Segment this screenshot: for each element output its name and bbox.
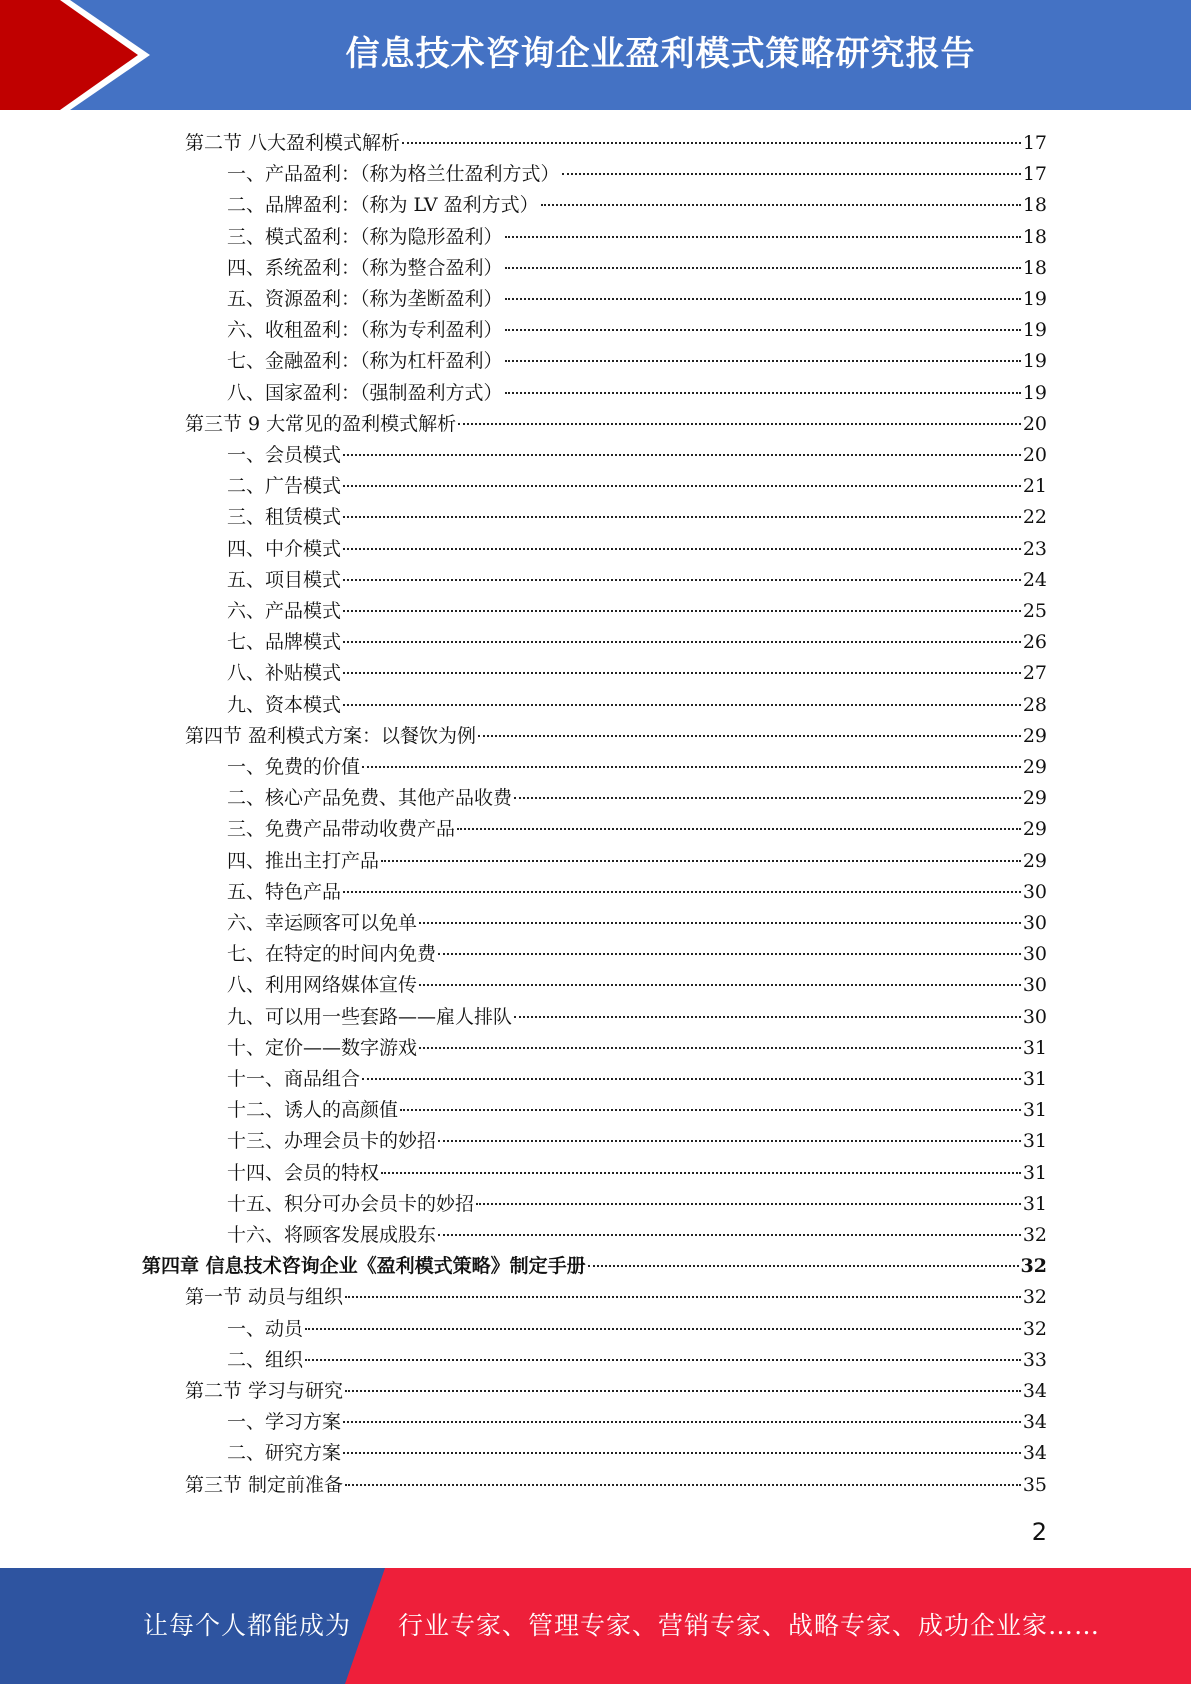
toc-dot-leader — [438, 1139, 1021, 1142]
toc-entry-page: 34 — [1022, 1442, 1047, 1465]
toc-entry-page: 24 — [1022, 568, 1047, 591]
toc-dot-leader — [343, 578, 1021, 581]
toc-entry[interactable] — [227, 939, 1047, 970]
toc-entry[interactable] — [227, 222, 1047, 253]
toc-entry-page: 35 — [1022, 1473, 1047, 1496]
toc-entry[interactable] — [227, 1064, 1047, 1095]
toc-dot-leader — [343, 484, 1021, 487]
toc-dot-leader — [438, 952, 1021, 955]
toc-dot-leader — [400, 1108, 1021, 1111]
toc-entry-label: 六、幸运顾客可以免单 — [227, 912, 418, 934]
toc-entry[interactable] — [227, 315, 1047, 346]
toc-entry-label: 十、定价——数字游戏 — [227, 1036, 418, 1059]
toc-entry-page: 30 — [1022, 912, 1047, 934]
toc-dot-leader — [514, 1015, 1021, 1018]
toc-entry[interactable] — [227, 1438, 1047, 1469]
toc-entry[interactable] — [227, 1095, 1047, 1126]
toc-entry-page: 34 — [1022, 1380, 1047, 1402]
toc-entry-label: 一、产品盈利：（称为格兰仕盈利方式） — [227, 163, 560, 186]
toc-entry-label: 十三、办理会员卡的妙招 — [227, 1130, 437, 1153]
toc-entry[interactable] — [227, 690, 1047, 721]
toc-entry[interactable] — [227, 1314, 1047, 1345]
toc-dot-leader — [514, 796, 1021, 799]
toc-entry-label: 二、组织 — [227, 1348, 304, 1371]
toc-dot-leader — [476, 1202, 1021, 1205]
toc-entry-label: 十四、会员的特权 — [227, 1161, 380, 1184]
toc-entry-label: 三、租赁模式 — [227, 506, 342, 529]
toc-entry-label: 九、资本模式 — [227, 693, 342, 716]
toc-dot-leader — [343, 1420, 1021, 1423]
toc-dot-leader — [505, 391, 1021, 394]
toc-entry-label: 十一、商品组合 — [227, 1068, 361, 1090]
toc-entry-label: 八、利用网络媒体宣传 — [227, 974, 418, 997]
toc-entry[interactable] — [227, 440, 1047, 471]
toc-entry-page: 29 — [1022, 756, 1047, 778]
toc-entry-page: 20 — [1022, 444, 1047, 466]
toc-entry-label: 二、研究方案 — [227, 1442, 342, 1465]
toc-entry-page: 20 — [1022, 412, 1047, 435]
toc-entry-page: 29 — [1022, 849, 1047, 872]
toc-entry[interactable] — [185, 1470, 1047, 1501]
toc-dot-leader — [458, 422, 1021, 425]
toc-dot-leader — [419, 921, 1021, 924]
toc-dot-leader — [505, 266, 1021, 269]
toc-entry-page: 21 — [1022, 475, 1047, 498]
toc-entry-label: 三、模式盈利：（称为隐形盈利） — [227, 225, 503, 248]
toc-entry[interactable] — [185, 128, 1047, 159]
toc-dot-leader — [305, 1358, 1021, 1361]
toc-entry[interactable] — [227, 1002, 1047, 1033]
toc-entry-label: 七、品牌模式 — [227, 631, 342, 654]
toc-entry[interactable] — [227, 502, 1047, 533]
toc-dot-leader — [343, 640, 1021, 643]
toc-entry-page: 29 — [1022, 818, 1047, 841]
toc-entry-label: 五、项目模式 — [227, 568, 342, 591]
toc-entry-page: 19 — [1022, 350, 1047, 373]
toc-entry[interactable] — [227, 159, 1047, 190]
toc-entry-page: 22 — [1022, 506, 1047, 529]
page-number: 2 — [1031, 1518, 1047, 1546]
toc-entry[interactable] — [185, 1282, 1047, 1313]
toc-entry-label: 第四节 盈利模式方案：以餐饮为例 — [185, 724, 477, 747]
toc-entry[interactable] — [227, 877, 1047, 908]
toc-entry[interactable] — [227, 908, 1047, 939]
toc-entry[interactable] — [142, 1251, 1047, 1282]
toc-entry[interactable] — [227, 752, 1047, 783]
toc-dot-leader — [541, 203, 1021, 206]
toc-entry-page: 32 — [1022, 1286, 1047, 1309]
toc-entry[interactable] — [185, 409, 1047, 440]
toc-entry-label: 第二节 八大盈利模式解析 — [185, 132, 401, 154]
toc-entry-label: 四、中介模式 — [227, 537, 342, 560]
toc-entry-label: 一、免费的价值 — [227, 756, 361, 778]
toc-dot-leader — [478, 734, 1021, 737]
toc-dot-leader — [381, 859, 1021, 862]
footer-slogan-right: 行业专家、管理专家、营销专家、战略专家、成功企业家…… — [398, 1611, 1101, 1640]
toc-dot-leader — [343, 515, 1021, 518]
toc-entry-page: 28 — [1022, 693, 1047, 716]
toc-entry-page: 18 — [1022, 194, 1047, 217]
toc-entry-page: 30 — [1022, 880, 1047, 903]
toc-entry-label: 七、金融盈利：（称为杠杆盈利） — [227, 350, 503, 373]
toc-entry[interactable] — [227, 1345, 1047, 1376]
toc-entry-page: 30 — [1022, 974, 1047, 997]
toc-entry[interactable] — [227, 346, 1047, 377]
toc-entry-page: 33 — [1022, 1348, 1047, 1371]
toc-entry-page: 32 — [1020, 1255, 1047, 1278]
toc-entry-label: 六、收租盈利：（称为专利盈利） — [227, 319, 503, 342]
toc-entry[interactable] — [227, 1158, 1047, 1189]
toc-entry-page: 18 — [1022, 256, 1047, 279]
toc-entry-label: 二、品牌盈利：（称为 LV 盈利方式） — [227, 194, 539, 217]
toc-entry-page: 26 — [1022, 631, 1047, 654]
toc-entry[interactable] — [227, 534, 1047, 565]
toc-entry-label: 一、动员 — [227, 1317, 304, 1340]
toc-entry-label: 五、特色产品 — [227, 880, 342, 903]
toc-entry[interactable] — [227, 627, 1047, 658]
toc-entry-page: 31 — [1022, 1036, 1047, 1059]
toc-entry-page: 27 — [1022, 662, 1047, 685]
toc-dot-leader — [562, 172, 1021, 175]
toc-entry-label: 十二、诱人的高颜值 — [227, 1099, 399, 1122]
toc-dot-leader — [345, 1295, 1021, 1298]
toc-dot-leader — [419, 1046, 1021, 1049]
toc-entry-label: 四、系统盈利：（称为整合盈利） — [227, 256, 503, 279]
toc-dot-leader — [343, 1451, 1021, 1454]
toc-entry[interactable] — [227, 190, 1047, 221]
toc-dot-leader — [438, 1233, 1021, 1236]
toc-entry-page: 31 — [1022, 1192, 1047, 1215]
toc-dot-leader — [343, 547, 1021, 550]
toc-dot-leader — [362, 1077, 1021, 1080]
toc-entry[interactable] — [227, 1407, 1047, 1438]
toc-entry-label: 五、资源盈利：（称为垄断盈利） — [227, 288, 503, 310]
toc-entry-label: 二、核心产品免费、其他产品收费 — [227, 787, 513, 810]
toc-entry-label: 十五、积分可办会员卡的妙招 — [227, 1192, 475, 1215]
toc-dot-leader — [305, 1327, 1021, 1330]
toc-entry-page: 30 — [1022, 1005, 1047, 1028]
toc-entry-label: 八、补贴模式 — [227, 662, 342, 685]
toc-entry-label: 三、免费产品带动收费产品 — [227, 818, 456, 841]
toc-dot-leader — [343, 703, 1021, 706]
toc-entry[interactable] — [227, 1189, 1047, 1220]
toc-entry-label: 一、学习方案 — [227, 1411, 342, 1434]
toc-dot-leader — [402, 141, 1021, 144]
toc-entry-label: 九、可以用一些套路——雇人排队 — [227, 1005, 513, 1028]
toc-entry-label: 第三节 制定前准备 — [185, 1473, 344, 1496]
toc-dot-leader — [345, 1389, 1021, 1392]
toc-entry-page: 31 — [1022, 1130, 1047, 1153]
toc-entry-label: 十六、将顾客发展成股东 — [227, 1224, 437, 1246]
toc-entry-page: 32 — [1022, 1224, 1047, 1246]
toc-dot-leader — [505, 328, 1021, 331]
toc-entry[interactable] — [227, 471, 1047, 502]
toc-entry-label: 第一节 动员与组织 — [185, 1286, 344, 1309]
toc-entry-label: 四、推出主打产品 — [227, 849, 380, 872]
toc-entry-label: 第四章 信息技术咨询企业《盈利模式策略》制定手册 — [142, 1255, 586, 1278]
toc-dot-leader — [457, 827, 1021, 830]
toc-entry-page: 31 — [1022, 1161, 1047, 1184]
document-title: 信息技术咨询企业盈利模式策略研究报告 — [345, 34, 976, 74]
toc-entry-label: 七、在特定的时间内免费 — [227, 943, 437, 966]
toc-entry-label: 二、广告模式 — [227, 475, 342, 498]
toc-dot-leader — [362, 765, 1021, 768]
toc-entry[interactable] — [185, 1376, 1047, 1407]
toc-dot-leader — [343, 453, 1021, 456]
toc-entry[interactable] — [227, 658, 1047, 689]
toc-dot-leader — [419, 983, 1021, 986]
toc-entry[interactable] — [227, 846, 1047, 877]
toc-dot-leader — [343, 671, 1021, 674]
toc-entry[interactable] — [185, 721, 1047, 752]
toc-entry-page: 32 — [1022, 1317, 1047, 1340]
page-header — [0, 0, 1191, 110]
toc-entry[interactable] — [227, 970, 1047, 1001]
toc-dot-leader — [343, 890, 1021, 893]
toc-dot-leader — [343, 609, 1021, 612]
toc-entry[interactable] — [227, 1220, 1047, 1251]
toc-entry-page: 17 — [1022, 163, 1047, 186]
toc-entry-label: 一、会员模式 — [227, 444, 342, 466]
toc-dot-leader — [588, 1264, 1019, 1267]
toc-entry-label: 第二节 学习与研究 — [185, 1380, 344, 1402]
toc-entry-label: 八、国家盈利：（强制盈利方式） — [227, 381, 503, 404]
toc-entry-label: 第三节 9 大常见的盈利模式解析 — [185, 412, 457, 435]
toc-entry-page: 23 — [1022, 537, 1047, 560]
page-footer — [0, 1568, 1191, 1684]
toc-entry[interactable] — [227, 565, 1047, 596]
toc-entry-page: 34 — [1022, 1411, 1047, 1434]
toc-entry-page: 31 — [1022, 1099, 1047, 1122]
toc-dot-leader — [381, 1171, 1021, 1174]
toc-entry-page: 25 — [1022, 600, 1047, 622]
header-chevron-graphic — [0, 0, 150, 110]
toc-entry-page: 31 — [1022, 1068, 1047, 1090]
toc-entry[interactable] — [227, 814, 1047, 845]
toc-entry-label: 六、产品模式 — [227, 600, 342, 622]
toc-entry-page: 19 — [1022, 319, 1047, 342]
toc-entry-page: 19 — [1022, 381, 1047, 404]
toc-entry-page: 19 — [1022, 288, 1047, 310]
toc-entry-page: 29 — [1022, 787, 1047, 810]
toc-entry-page: 18 — [1022, 225, 1047, 248]
toc-dot-leader — [505, 297, 1021, 300]
toc-entry[interactable] — [227, 284, 1047, 315]
toc-dot-leader — [505, 359, 1021, 362]
toc-dot-leader — [345, 1483, 1021, 1486]
toc-entry[interactable] — [227, 783, 1047, 814]
toc-dot-leader — [505, 235, 1021, 238]
toc-entry[interactable] — [227, 1033, 1047, 1064]
toc-entry[interactable] — [227, 596, 1047, 627]
toc-entry-page: 30 — [1022, 943, 1047, 966]
toc-entry[interactable] — [227, 378, 1047, 409]
toc-entry-page: 29 — [1022, 724, 1047, 747]
toc-entry-page: 17 — [1022, 132, 1047, 154]
footer-slogan-left: 让每个人都能成为 — [143, 1611, 352, 1640]
toc-entry[interactable] — [227, 253, 1047, 284]
toc-entry[interactable] — [227, 1126, 1047, 1157]
